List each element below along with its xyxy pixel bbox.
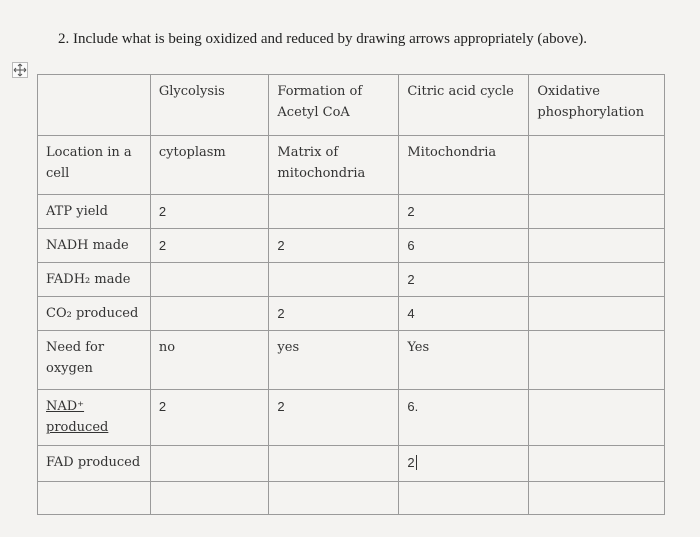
header-cell[interactable]: Glycolysis bbox=[150, 75, 269, 136]
table-cell[interactable] bbox=[399, 482, 529, 515]
table-cell[interactable]: 6 bbox=[399, 229, 529, 263]
table-cell[interactable] bbox=[529, 136, 665, 195]
table-cell[interactable] bbox=[269, 263, 399, 297]
table-cell[interactable] bbox=[529, 195, 665, 229]
row-label[interactable]: ATP yield bbox=[38, 195, 151, 229]
table-cell[interactable]: yes bbox=[269, 331, 399, 390]
table-cell[interactable] bbox=[269, 482, 399, 515]
table-cell[interactable]: cytoplasm bbox=[150, 136, 269, 195]
table-cell[interactable]: 2 bbox=[399, 263, 529, 297]
header-cell-empty[interactable] bbox=[38, 75, 151, 136]
table-cell[interactable]: no bbox=[150, 331, 269, 390]
table-cell[interactable] bbox=[150, 482, 269, 515]
table-row bbox=[38, 331, 665, 390]
table-cell[interactable] bbox=[399, 446, 529, 482]
row-label[interactable]: FADH₂ made bbox=[38, 263, 151, 297]
row-label[interactable]: NAD⁺ produced bbox=[38, 390, 151, 446]
table-cell[interactable]: 4 bbox=[399, 297, 529, 331]
table-cell[interactable]: 2 bbox=[269, 390, 399, 446]
table-row bbox=[38, 229, 665, 263]
metabolism-table bbox=[37, 74, 665, 515]
header-cell[interactable]: Formation of Acetyl CoA bbox=[269, 75, 399, 136]
table-cell[interactable] bbox=[529, 390, 665, 446]
table-cell[interactable] bbox=[529, 263, 665, 297]
row-label[interactable]: CO₂ produced bbox=[38, 297, 151, 331]
text-cursor-value: 2 bbox=[407, 455, 415, 470]
row-label[interactable]: Location in a cell bbox=[38, 136, 151, 195]
row-label[interactable]: NADH made bbox=[38, 229, 151, 263]
table-cell[interactable]: Matrix of mitochondria bbox=[269, 136, 399, 195]
table-cell[interactable]: 2 bbox=[150, 229, 269, 263]
table-row bbox=[38, 263, 665, 297]
header-cell[interactable]: Oxidative phosphorylation bbox=[529, 75, 665, 136]
table-cell[interactable] bbox=[529, 229, 665, 263]
table-cell[interactable]: Mitochondria bbox=[399, 136, 529, 195]
header-cell[interactable]: Citric acid cycle bbox=[399, 75, 529, 136]
row-label[interactable]: FAD produced bbox=[38, 446, 151, 482]
table-cell[interactable] bbox=[269, 195, 399, 229]
move-arrows-icon bbox=[13, 63, 27, 77]
table-row bbox=[38, 446, 665, 482]
table-cell[interactable] bbox=[529, 482, 665, 515]
table-cell[interactable]: 6. bbox=[399, 390, 529, 446]
table-cell[interactable]: 2 bbox=[150, 195, 269, 229]
table-cell[interactable] bbox=[150, 263, 269, 297]
table-row bbox=[38, 390, 665, 446]
table-cell[interactable]: 2 bbox=[399, 195, 529, 229]
table-move-handle[interactable] bbox=[12, 62, 28, 78]
table-cell[interactable]: Yes bbox=[399, 331, 529, 390]
table-cell[interactable] bbox=[529, 297, 665, 331]
table-cell[interactable]: 2 bbox=[269, 229, 399, 263]
table-cell[interactable] bbox=[150, 297, 269, 331]
table-cell[interactable] bbox=[150, 446, 269, 482]
question-text: 2. Include what is being oxidized and reduced by drawing arrows appropriately (above). bbox=[58, 31, 587, 47]
table-row bbox=[38, 195, 665, 229]
table-cell[interactable] bbox=[269, 446, 399, 482]
table-cell[interactable]: 2 bbox=[269, 297, 399, 331]
table-row bbox=[38, 297, 665, 331]
table-row bbox=[38, 482, 665, 515]
table-cell[interactable]: 2 bbox=[150, 390, 269, 446]
header-row bbox=[38, 75, 665, 136]
row-label[interactable] bbox=[38, 482, 151, 515]
table-cell[interactable] bbox=[529, 446, 665, 482]
row-label[interactable]: Need for oxygen bbox=[38, 331, 151, 390]
table-row bbox=[38, 136, 665, 195]
table-cell[interactable] bbox=[529, 331, 665, 390]
